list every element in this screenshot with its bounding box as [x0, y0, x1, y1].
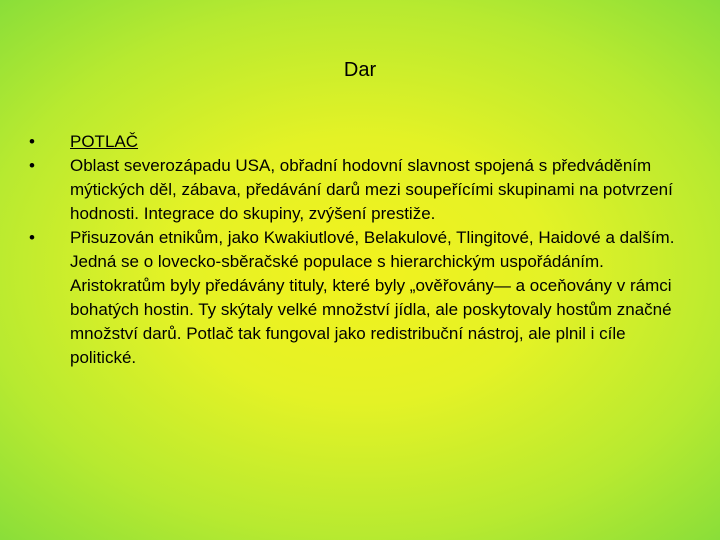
slide-title: [0, 58, 720, 82]
bullet-text-heading: POTLAČ: [70, 132, 139, 151]
slide-title-text: Dar: [343, 59, 377, 81]
bullet-item-region: [26, 154, 696, 226]
bullet-text-ethnic-groups: Přisuzován etnikům, jako Kwakiutlové, Belakulové, Tlingitové, Haidové a dalším. Jedná se o lovecko-sběračské populace s hierarchickým uspořádáním. Aristokratům byly předávány tituly, které byly „ověřovány— a oceňovány v rámci bohatých hostin. Ty skýtaly velké množství jídla, ale poskytovaly hostům značné množství darů. Potlač tak fungoval jako redistribuční nástroj, ale plnil i cíle politické.: [70, 228, 675, 367]
bullet-item-potlac: [26, 130, 696, 154]
bullet-icon: •: [29, 132, 35, 151]
bullet-icon: •: [29, 156, 35, 175]
bullet-item-ethnic-groups: [26, 226, 696, 370]
bullet-text-region: Oblast severozápadu USA, obřadní hodovní slavnost spojená s předváděním mýtických děl, zábava, předávání darů mezi soupeřícími skupinami na potvrzení hodnosti. Integrace do skupiny, zvýšení prestiže.: [70, 156, 673, 223]
bullet-icon: •: [29, 228, 35, 247]
bullet-list: [26, 130, 696, 370]
